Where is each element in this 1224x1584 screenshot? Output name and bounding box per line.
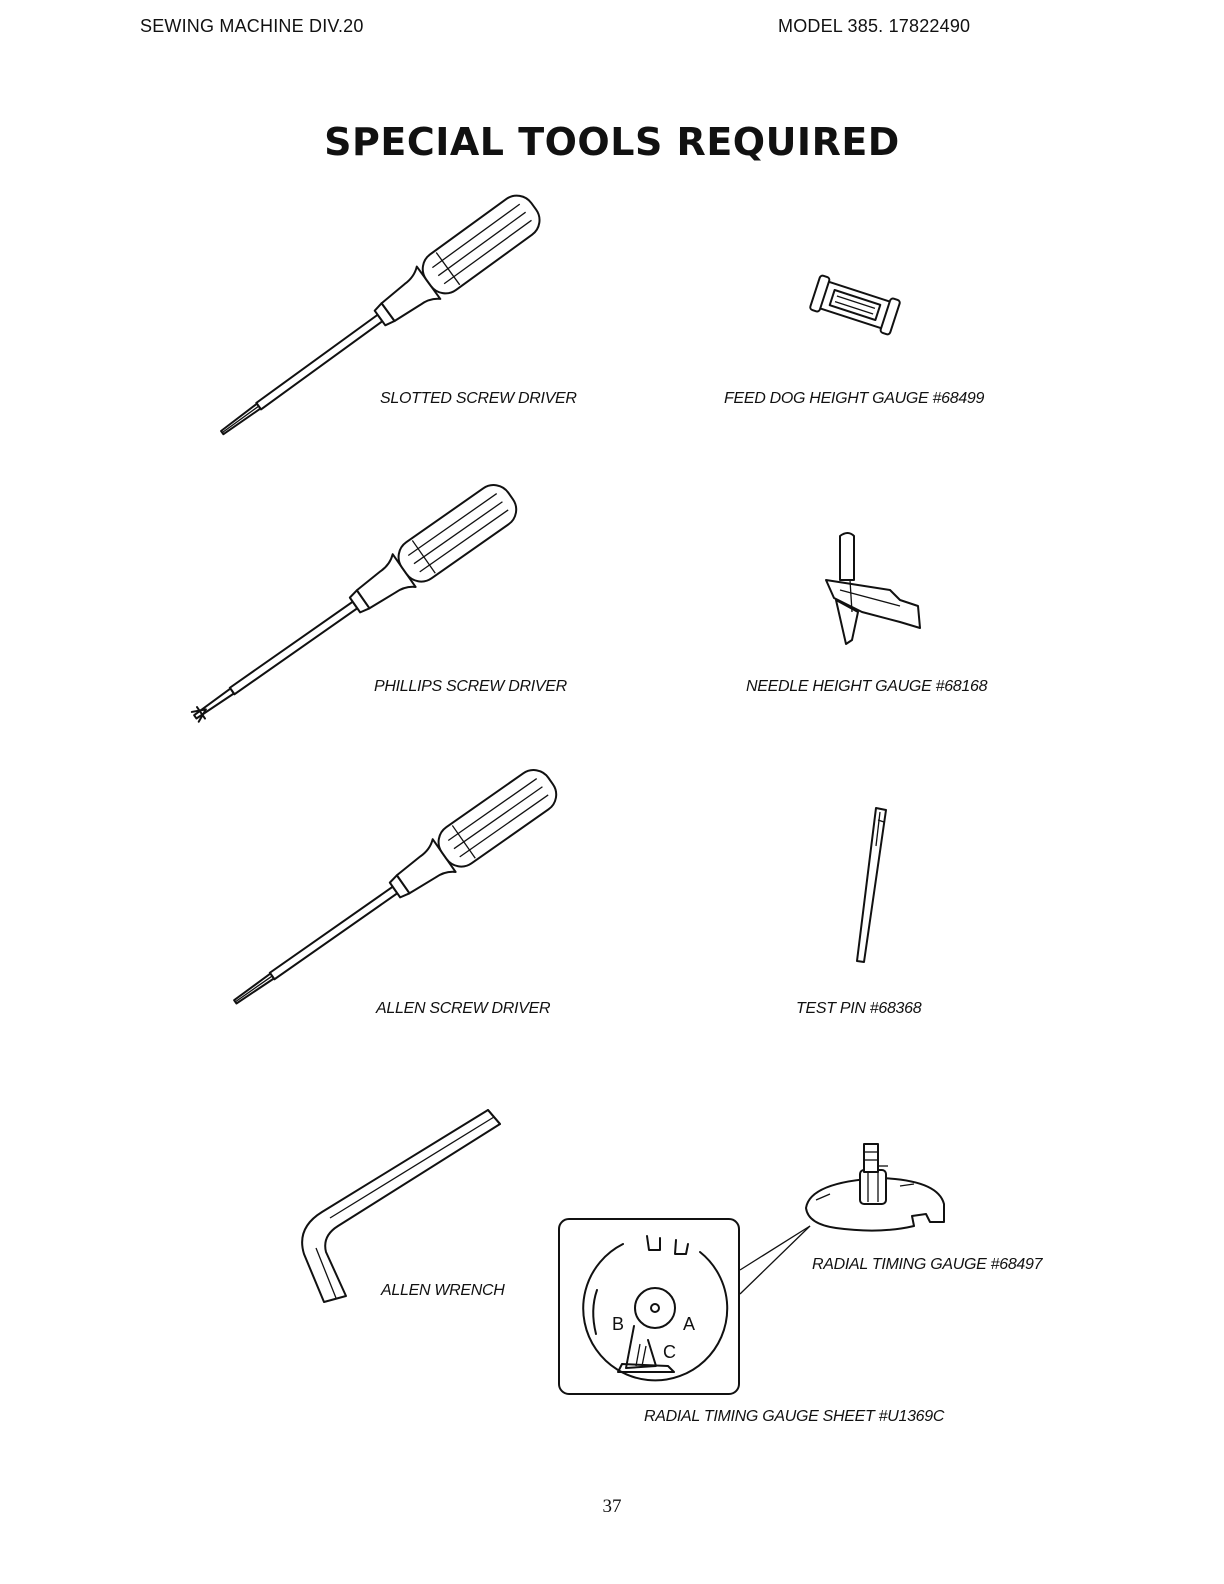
- sheet-label-c: C: [663, 1342, 676, 1362]
- radial-timing-gauge-caption: RADIAL TIMING GAUGE #68497: [812, 1256, 1043, 1273]
- sheet-label-b: B: [612, 1314, 625, 1334]
- allen-screwdriver-caption: ALLEN SCREW DRIVER: [376, 1000, 551, 1017]
- radial-timing-sheet-caption: RADIAL TIMING GAUGE SHEET #U1369C: [644, 1408, 945, 1425]
- test-pin-icon: [857, 808, 886, 962]
- slotted-screwdriver-caption: SLOTTED SCREW DRIVER: [380, 390, 577, 407]
- allen-wrench-icon: [302, 1110, 500, 1302]
- sheet-label-a: A: [683, 1314, 696, 1334]
- radial-timing-sheet-icon: [559, 1219, 739, 1394]
- phillips-screwdriver-caption: PHILLIPS SCREW DRIVER: [374, 678, 567, 695]
- feed-dog-gauge-icon: [809, 275, 900, 335]
- slotted-screwdriver-icon: [209, 189, 546, 451]
- page-number: 37: [602, 1496, 622, 1517]
- needle-height-gauge-icon: [826, 533, 920, 644]
- page-title: SPECIAL TOOLS REQUIRED: [324, 120, 900, 164]
- header-section-label: SEWING MACHINE DIV.20: [140, 16, 364, 36]
- header-model-number: MODEL 385. 17822490: [778, 16, 971, 36]
- phillips-screwdriver-icon: [183, 478, 524, 735]
- feed-dog-gauge-caption: FEED DOG HEIGHT GAUGE #68499: [724, 390, 985, 407]
- needle-height-gauge-caption: NEEDLE HEIGHT GAUGE #68168: [746, 678, 988, 695]
- test-pin-caption: TEST PIN #68368: [796, 1000, 922, 1017]
- allen-screwdriver-icon: [223, 763, 564, 1020]
- allen-wrench-caption: ALLEN WRENCH: [381, 1282, 505, 1299]
